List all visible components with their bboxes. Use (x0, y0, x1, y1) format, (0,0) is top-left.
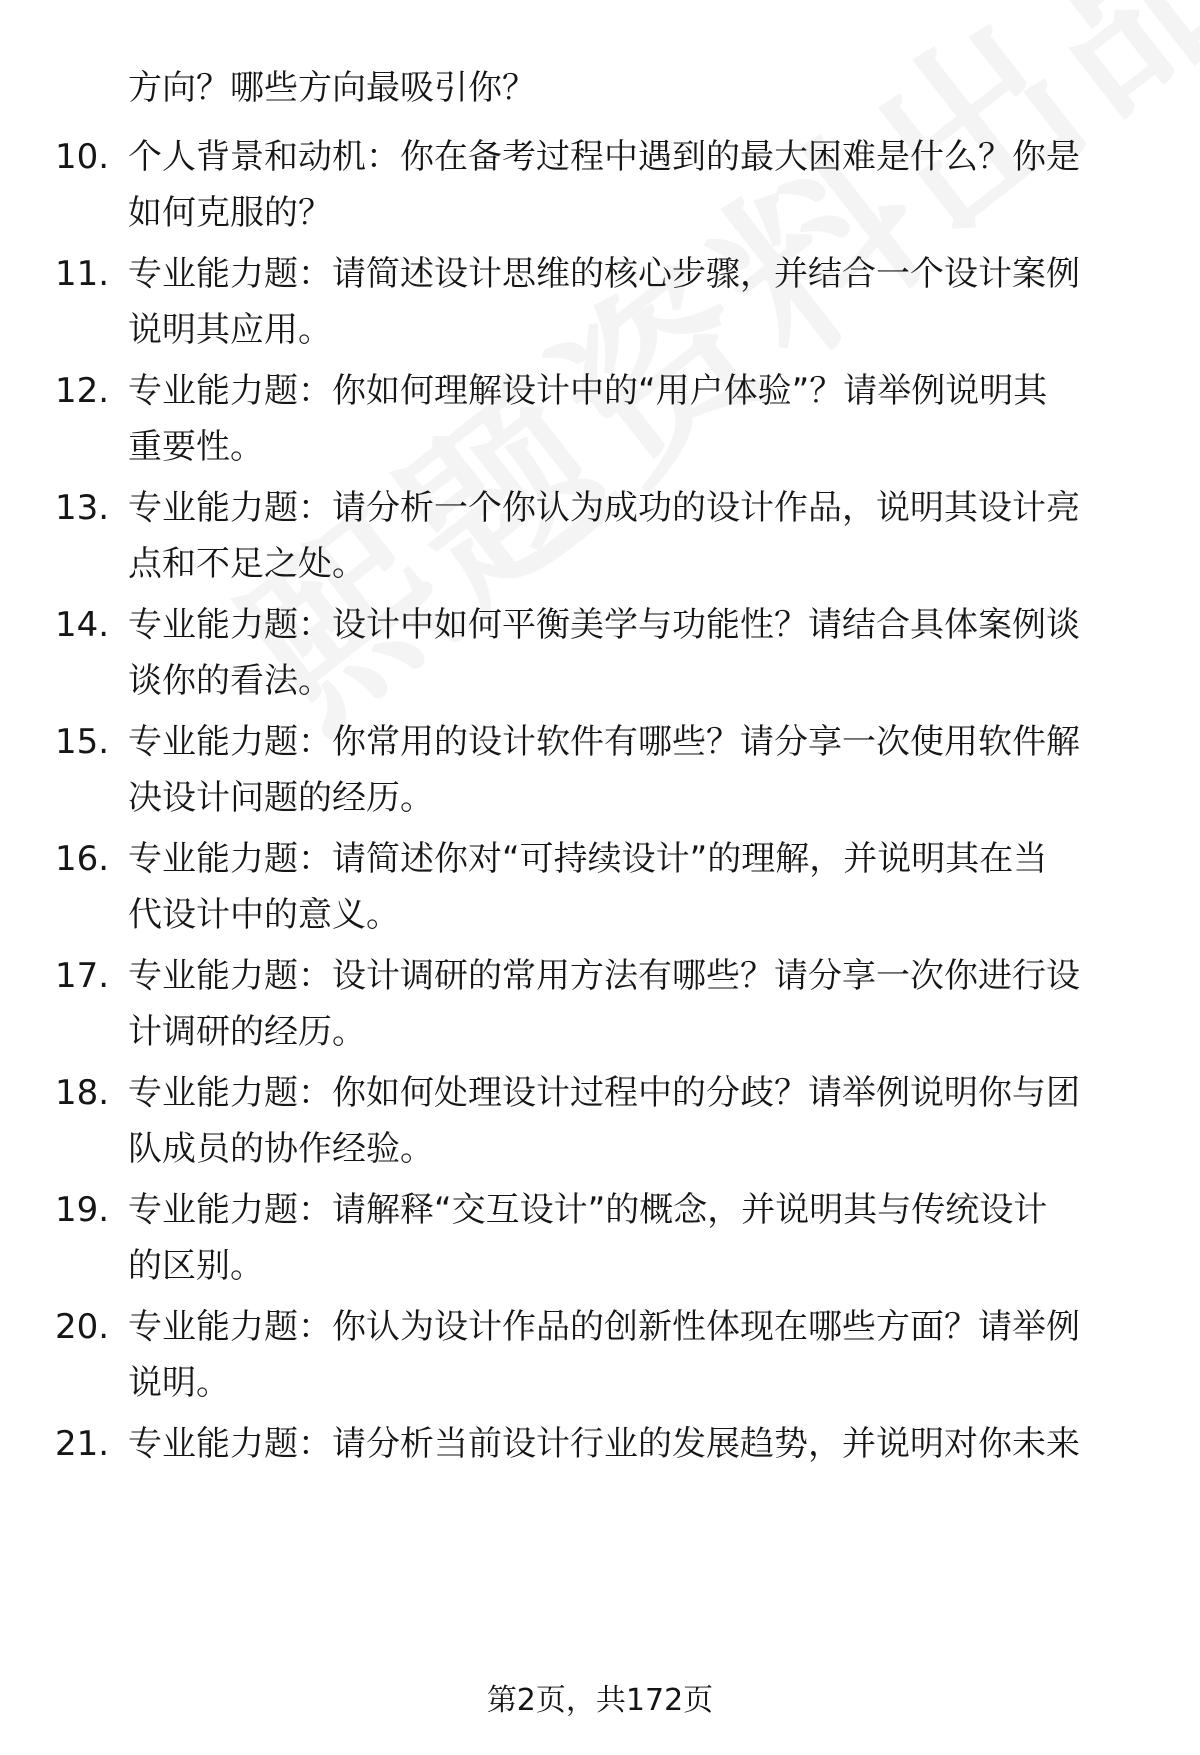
question-text-line: 专业能力题：请分析当前设计行业的发展趋势，并说明对你未来 (128, 1424, 1080, 1464)
question-text-line: 专业能力题：你如何处理设计过程中的分歧？请举例说明你与团 (128, 1073, 1080, 1113)
question-text-line: 专业能力题：请简述设计思维的核心步骤，并结合一个设计案例 (128, 254, 1080, 294)
continuation-line: 方向？哪些方向最吸引你？ (128, 68, 536, 108)
question-text-line: 专业能力题：请简述你对“可持续设计”的理解，并说明其在当 (128, 839, 1048, 879)
question-text (128, 129, 1138, 241)
question-number: 15. (55, 722, 110, 762)
question-number: 19. (55, 1190, 110, 1230)
question-number: 14. (55, 605, 110, 645)
question-text-line: 重要性。 (128, 427, 264, 467)
question-text-line: 的区别。 (128, 1246, 264, 1286)
question-text (128, 948, 1138, 1060)
question-text-line: 专业能力题：设计调研的常用方法有哪些？请分享一次你进行设 (128, 956, 1080, 996)
question-text-line: 说明其应用。 (128, 310, 332, 350)
question-text-line: 专业能力题：设计中如何平衡美学与功能性？请结合具体案例谈 (128, 605, 1080, 645)
question-text-line: 决设计问题的经历。 (128, 778, 434, 818)
question-text (128, 831, 1138, 943)
question-number: 18. (55, 1073, 110, 1113)
page-footer: 第2页，共172页 (486, 1683, 714, 1718)
question-text (128, 1299, 1138, 1411)
question-text (128, 714, 1138, 826)
question-text-line: 专业能力题：你如何理解设计中的“用户体验”？请举例说明其 (128, 371, 1048, 411)
question-text (128, 246, 1138, 358)
question-text-line: 专业能力题：你常用的设计软件有哪些？请分享一次使用软件解 (128, 722, 1080, 762)
question-text-line: 队成员的协作经验。 (128, 1129, 434, 1169)
question-text-line: 谈你的看法。 (128, 661, 332, 701)
question-number: 11. (55, 254, 110, 294)
question-number: 16. (55, 839, 110, 879)
question-text-line: 计调研的经历。 (128, 1012, 366, 1052)
question-text (128, 363, 1138, 475)
question-number: 17. (55, 956, 110, 996)
question-text (128, 597, 1138, 709)
question-text-line: 代设计中的意义。 (128, 895, 400, 935)
question-text (128, 1416, 1138, 1472)
question-text-line: 如何克服的？ (128, 193, 332, 233)
question-text-line: 专业能力题：你认为设计作品的创新性体现在哪些方面？请举例 (128, 1307, 1080, 1347)
question-number: 21. (55, 1424, 110, 1464)
question-text-line: 说明。 (128, 1363, 230, 1403)
question-text-line: 个人背景和动机：你在备考过程中遇到的最大困难是什么？你是 (128, 137, 1080, 177)
question-text (128, 1065, 1138, 1177)
question-text-line: 点和不足之处。 (128, 544, 366, 584)
question-text-line: 专业能力题：请解释“交互设计”的概念，并说明其与传统设计 (128, 1190, 1048, 1230)
question-number: 20. (55, 1307, 110, 1347)
question-text-line: 专业能力题：请分析一个你认为成功的设计作品，说明其设计亮 (128, 488, 1080, 528)
question-number: 12. (55, 371, 110, 411)
question-number: 13. (55, 488, 110, 528)
question-text (128, 480, 1138, 592)
question-number: 10. (55, 137, 110, 177)
question-text (128, 1182, 1138, 1294)
